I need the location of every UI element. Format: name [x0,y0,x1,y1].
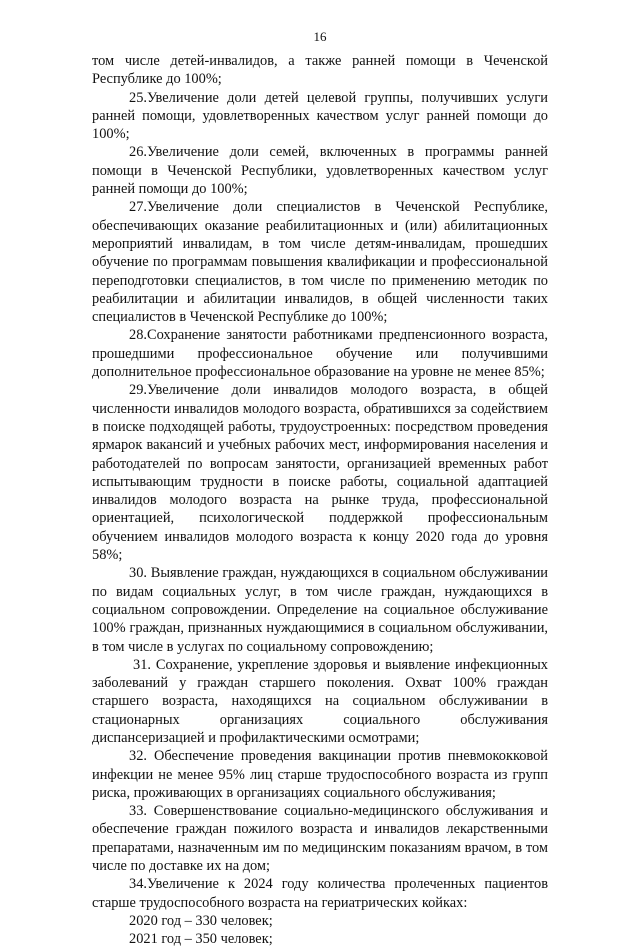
paragraph-item-28: 28.Сохранение занятости работниками предпенсионного возраста, прошедшими профессиональное обучение или получившими дополнительное профессиональное образование на уровне не менее 85%; [92,327,548,381]
paragraph-item-33: 33. Совершенствование социально-медицинского обслуживания и обеспечение граждан пожилого возраста и инвалидов лекарственными препаратами, назначенным им по медицинским показаниям врачом, в том числе по доставке их на дом; [92,803,548,875]
list-entry-2021: 2021 год – 350 человек; [129,931,273,948]
paragraph-item-26: 26.Увеличение доли семей, включенных в программы ранней помощи в Чеченской Республики, удовлетворенных качеством услуг ранней помощи до 100%; [92,144,548,198]
paragraph-item-29: 29.Увеличение доли инвалидов молодого возраста, в общей численности инвалидов молодого возраста, обратившихся за содействием в поиске подходящей работы, трудоустроенных: посредством проведения ярмарок вакансий и учебных рабочих мест, информирования населения и работодателей по вопросам занятости, организацией временных работ испытывающим трудности в поиске работы, социальной адаптацией инвалидов молодого возраста на рынке труда, профессиональной ориентацией, психологической поддержкой профессиональным обучением инвалидов молодого возраста к концу 2020 года до уровня 58%; [92,382,548,564]
paragraph-item-31: 31. Сохранение, укрепление здоровья и выявление инфекционных заболеваний у граждан старшего поколения. Охват 100% граждан старшего возраста, находящихся на социальном обслуживании в стационарных организациях социального обслуживания диспансеризацией и профилактическими осмотрами; [92,656,548,746]
paragraph-item-27: 27.Увеличение доли специалистов в Чеченской Республике, обеспечивающих оказание реабилитационных и (или) абилитационных мероприятий инвалидам, в том числе детям-инвалидам, прошедших обучение по программам повышения квалификации и профессиональной переподготовки специалистов, в том числе по применению методик по реабилитации и абилитации инвалидов, в общей численности таких специалистов в Чеченской Республике до 100%; [92,199,548,326]
page-number: 16 [313,29,327,44]
paragraph-item-25: 25.Увеличение доли детей целевой группы, получивших услуги ранней помощи, удовлетворенных качеством услуг ранней помощи до 100%; [92,89,548,143]
paragraph-continuation: том числе детей-инвалидов, а также ранней помощи в Чеченской Республике до 100%; [92,53,548,88]
paragraph-item-32: 32. Обеспечение проведения вакцинации против пневмококковой инфекции не менее 95% лиц старше трудоспособного возраста из групп риска, проживающих в организациях социального обслуживания; [92,748,548,801]
paragraph-item-30: 30. Выявление граждан, нуждающихся в социальном обслуживании по видам социальных услуг, в том числе граждан, нуждающихся в социальном сопровождении. Определение на социальное обслуживание 100% граждан, признанных нуждающимися в социальном обслуживании, в том числе в услугах по социальному сопровождению; [92,565,548,655]
document-body [92,52,548,949]
list-entry-2020: 2020 год – 330 человек; [129,912,273,929]
paragraph-item-34: 34.Увеличение к 2024 году количества пролеченных пациентов старше трудоспособного возраста на гериатрических койках: [92,876,548,911]
